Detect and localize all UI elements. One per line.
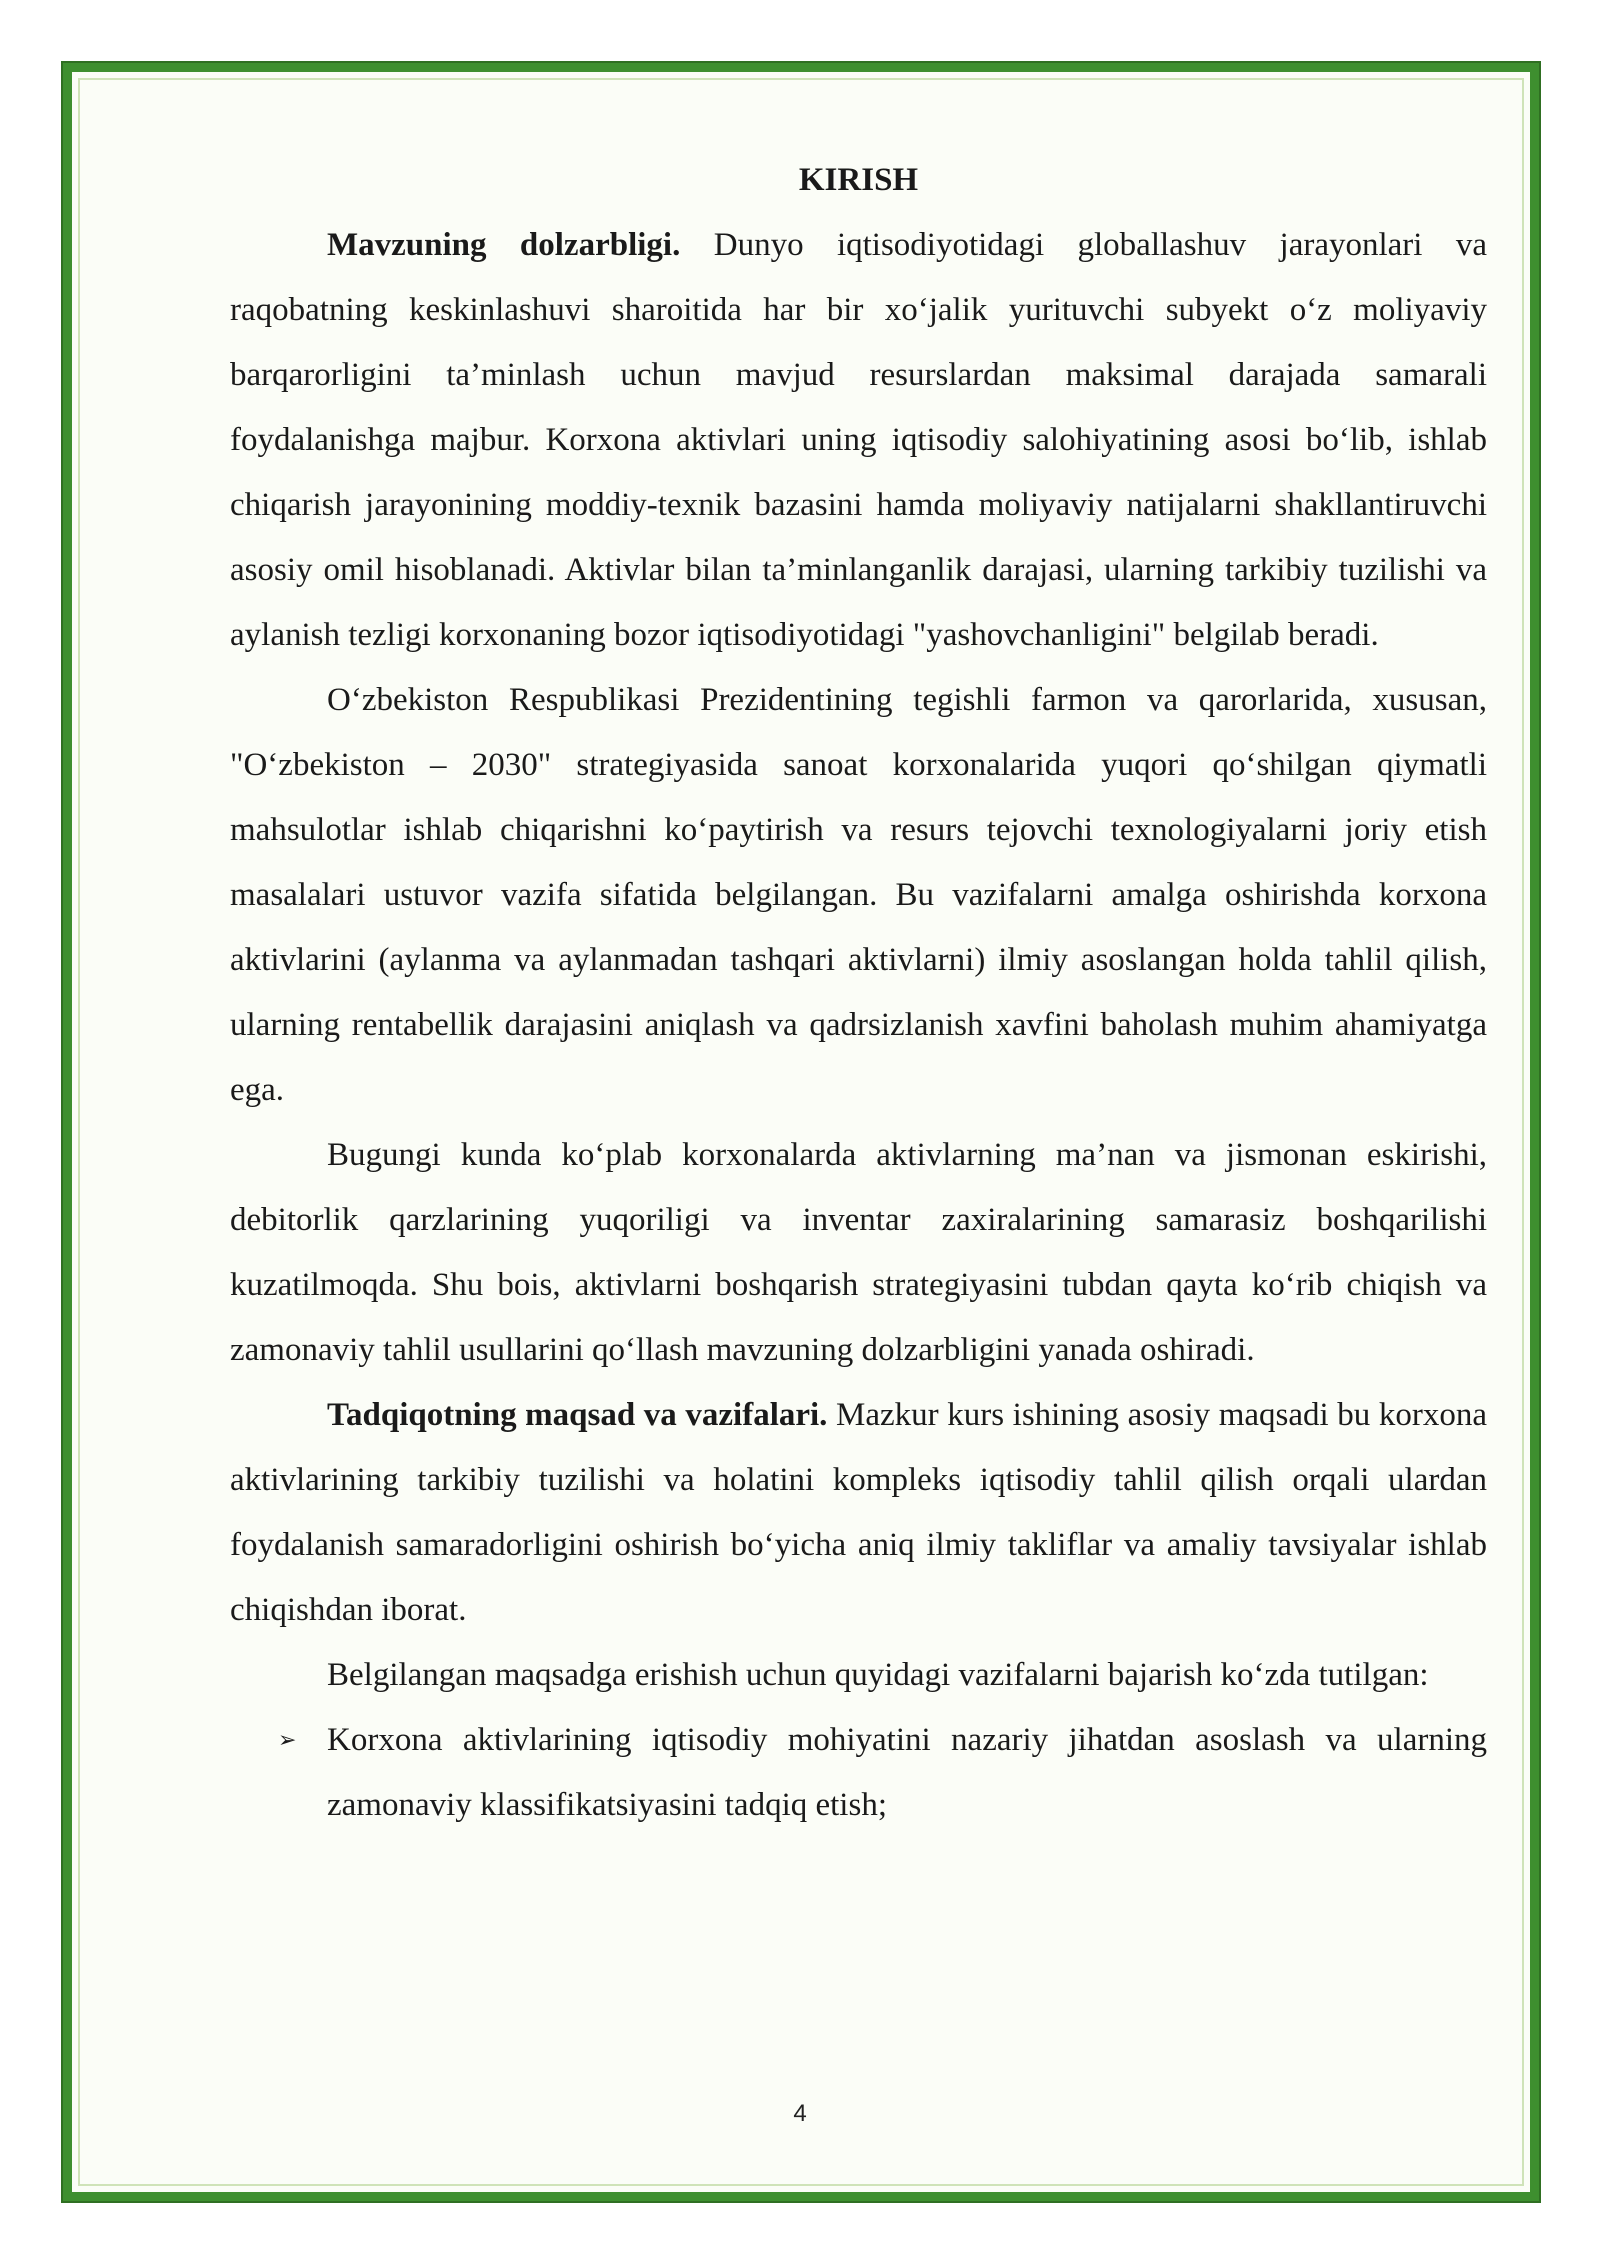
paragraph-text: Bugungi kunda koʻplab korxonalarda aktivlarning ma’nan va jismonan eskirishi, debitorlik qarzlarining yuqoriligi va inventar zaxiralarining samarasiz boshqarilishi kuzatilmoqda. Shu bois, aktivlarni boshqarish strategiyasini tubdan qayta koʻrib chiqish va zamonaviy tahlil usullarini qoʻllash mavzuning dolzarbligini yanada oshiradi. <box>230 1137 1487 1368</box>
page-number: 4 <box>793 2100 807 2127</box>
paragraph-text: Dunyo iqtisodiyotidagi globallashuv jarayonlari va raqobatning keskinlashuvi sharoitida har bir xoʻjalik yurituvchi subyekt oʻz moliyaviy barqarorligini ta’minlash uchun mavjud resurslardan maksimal darajada samarali foydalanishga majbur. Korxona aktivlari uning iqtisodiy salohiyatining asosi boʻlib, ishlab chiqarish jarayonining moddiy-texnik bazasini hamda moliyaviy natijalarni shakllantiruvchi asosiy omil hisoblanadi. Aktivlar bilan ta’minlanganlik darajasi, ularning tarkibiy tuzilishi va aylanish tezligi korxonaning bozor iqtisodiyotidagi "yashovchanligini" belgilab beradi. <box>230 227 1487 653</box>
list-item-text: Korxona aktivlarining iqtisodiy mohiyatini nazariy jihatdan asoslash va ularning zamonaviy klassifikatsiyasini tadqiq etish; <box>327 1722 1487 1823</box>
paragraph-tasks-intro <box>230 1643 1487 1708</box>
paragraph-goals <box>230 1383 1487 1643</box>
arrow-bullet-icon: ➢ <box>278 1728 297 1753</box>
list-item <box>230 1708 1487 1838</box>
paragraph-lead: Tadqiqotning maqsad va vazifalari. <box>327 1397 828 1433</box>
tasks-list <box>230 1708 1487 1838</box>
paragraph-relevance <box>230 213 1487 668</box>
paragraph-text: Oʻzbekiston Respublikasi Prezidentining tegishli farmon va qarorlarida, xususan, "Oʻzbekiston – 2030" strategiyasida sanoat korxonalarida yuqori qoʻshilgan qiymatli mahsulotlar ishlab chiqarishni koʻpaytirish va resurs tejovchi texnologiyalarni joriy etish masalalari ustuvor vazifa sifatida belgilangan. Bu vazifalarni amalga oshirishda korxona aktivlarini (aylanma va aylanmadan tashqari aktivlarni) ilmiy asoslangan holda tahlil qilish, ularning rentabellik darajasini aniqlash va qadrsizlanish xavfini baholash muhim ahamiyatga ega. <box>230 682 1487 1108</box>
paragraph-problems <box>230 1123 1487 1383</box>
paragraph-text: Belgilangan maqsadga erishish uchun quyidagi vazifalarni bajarish koʻzda tutilgan: <box>327 1657 1429 1693</box>
paragraph-text: Mazkur kurs ishining asosiy maqsadi bu korxona aktivlarining tarkibiy tuzilishi va holatini kompleks iqtisodiy tahlil qilish orqali ulardan foydalanish samaradorligini oshirish boʻyicha aniq ilmiy takliflar va amaliy tavsiyalar ishlab chiqishdan iborat. <box>230 1397 1487 1628</box>
paragraph-lead: Mavzuning dolzarbligi. <box>327 227 681 263</box>
document-body <box>230 148 1487 1838</box>
paragraph-strategy <box>230 668 1487 1123</box>
page-title: KIRISH <box>798 162 919 198</box>
